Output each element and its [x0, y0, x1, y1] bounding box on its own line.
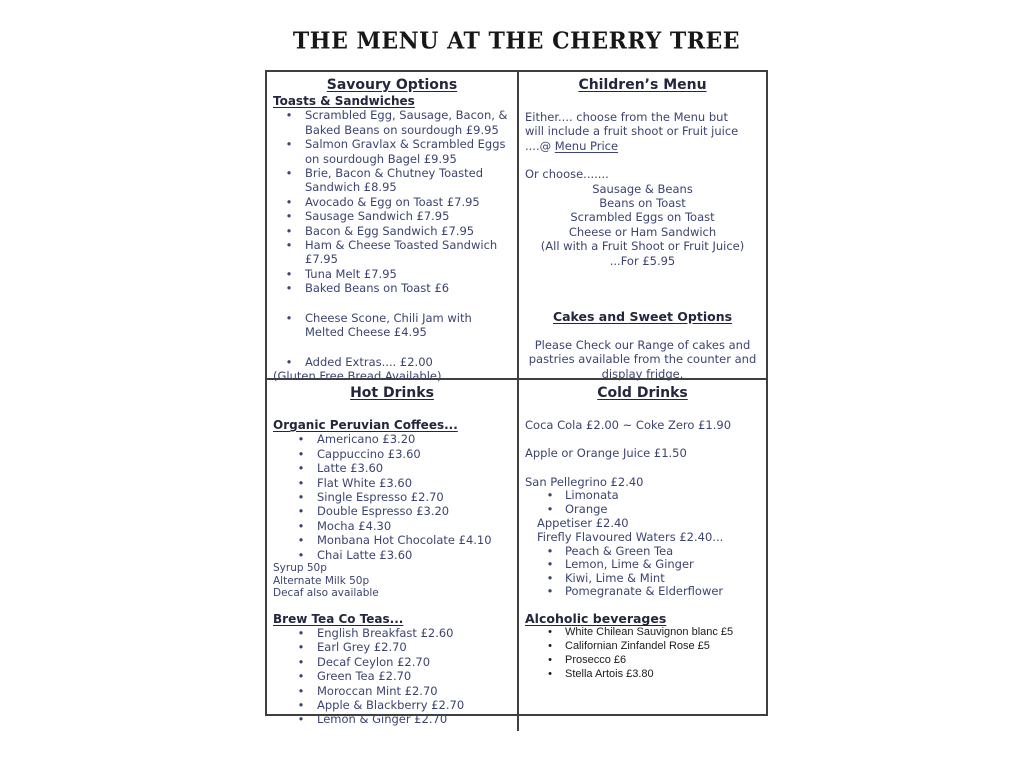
menu-item [273, 669, 511, 683]
coffee-item-list [273, 432, 511, 562]
menu-item-text: Chai Latte £3.60 [317, 547, 413, 562]
menu-item [525, 503, 760, 516]
menu-item-text: White Chilean Sauvignon blanc £5 [565, 626, 734, 639]
san-pellegrino-flavours [525, 489, 760, 516]
menu-item-text: Kiwi, Lime & Mint [565, 570, 665, 585]
bullet-icon: • [297, 461, 305, 476]
note-line: Decaf also available [273, 587, 379, 600]
menu-item [273, 533, 511, 547]
section-cold-drinks [519, 380, 766, 731]
menu-item-text: Double Espresso £3.20 [317, 504, 450, 519]
appetiser-line: Appetiser £2.40 [537, 516, 629, 531]
section-heading: Children’s Menu [578, 77, 707, 93]
menu-item [525, 654, 760, 668]
menu-item-text: Salmon Gravlax & Scrambled Eggs on sourdough Bagel £9.95 [305, 137, 506, 166]
or-choose-line: Or choose....... [525, 167, 609, 182]
bullet-icon: • [297, 547, 305, 562]
set-menu-item: Sausage & Beans [592, 181, 693, 196]
menu-item-text: Limonata [565, 488, 619, 503]
bullet-icon: • [297, 698, 305, 712]
menu-item-text: Peach & Green Tea [565, 543, 674, 558]
menu-item [525, 489, 760, 502]
bullet-icon: • [297, 518, 305, 533]
menu-item [273, 224, 511, 238]
bullet-icon: • [546, 488, 554, 503]
menu-item [273, 311, 511, 340]
menu-item-text: Scrambled Egg, Sausage, Bacon, & Baked Beans on sourdough £9.95 [305, 108, 508, 137]
bullet-icon: • [297, 475, 305, 490]
menu-item-text: Sausage Sandwich £7.95 [305, 209, 450, 224]
bullet-icon: • [285, 137, 293, 152]
bullet-icon: • [285, 194, 293, 209]
cakes-heading: Cakes and Sweet Options [552, 309, 733, 325]
bullet-icon: • [285, 223, 293, 238]
menu-item-text: Single Espresso £2.70 [317, 490, 444, 505]
children-set-menu [525, 182, 760, 268]
bullet-icon: • [297, 625, 305, 640]
section-hot-drinks [267, 380, 519, 731]
menu-item-text: Moroccan Mint £2.70 [317, 683, 438, 698]
menu-table [265, 70, 768, 727]
children-intro [525, 110, 760, 153]
bullet-icon: • [297, 669, 305, 684]
menu-item-text: Baked Beans on Toast £6 [305, 281, 450, 296]
bullet-icon: • [548, 626, 552, 639]
bullet-icon: • [297, 504, 305, 519]
section-heading: Hot Drinks [350, 385, 434, 401]
menu-item [273, 684, 511, 698]
bullet-icon: • [297, 683, 305, 698]
firefly-line: Firefly Flavoured Waters £2.40... [537, 530, 724, 545]
menu-item [273, 108, 511, 137]
menu-item [273, 698, 511, 712]
bullet-icon: • [285, 354, 293, 369]
menu-item [273, 137, 511, 166]
menu-item [525, 640, 760, 654]
bullet-icon: • [285, 108, 293, 123]
section-childrens-menu [519, 72, 766, 380]
menu-item-text: Avocado & Egg on Toast £7.95 [305, 194, 480, 209]
menu-item [273, 281, 511, 295]
menu-item [273, 490, 511, 504]
tea-item-list [273, 626, 511, 727]
set-menu-item: Cheese or Ham Sandwich [568, 224, 717, 239]
menu-item [273, 504, 511, 518]
coffee-notes [273, 562, 511, 600]
bullet-icon: • [548, 653, 552, 666]
menu-item [273, 355, 511, 369]
menu-item-text: Monbana Hot Chocolate £4.10 [317, 533, 492, 548]
menu-item-text: Green Tea £2.70 [317, 669, 412, 684]
bullet-icon: • [548, 640, 552, 653]
bullet-icon: • [546, 501, 554, 516]
alcohol-heading: Alcoholic beverages [525, 611, 667, 627]
menu-item-text: Tuna Melt £7.95 [305, 266, 397, 281]
page-title: THE MENU AT THE CHERRY TREE [292, 26, 741, 56]
menu-item-text: Mocha £4.30 [317, 518, 392, 533]
menu-item [525, 558, 760, 571]
menu-item-text: Flat White £3.60 [317, 475, 413, 490]
menu-item-text: Brie, Bacon & Chutney Toasted Sandwich £8.95 [305, 166, 484, 195]
menu-item [273, 447, 511, 461]
bullet-icon: • [297, 490, 305, 505]
alcohol-item-list [525, 626, 760, 681]
intro-line: will include a fruit shoot or Fruit juice [525, 124, 739, 139]
menu-item-text: Bacon & Egg Sandwich £7.95 [305, 223, 475, 238]
menu-item [273, 209, 511, 223]
alcohol-section [525, 612, 760, 681]
set-menu-item: Beans on Toast [599, 196, 686, 211]
menu-item [273, 238, 511, 267]
note-line: Alternate Milk 50p [273, 574, 370, 587]
menu-item-text: Apple & Blackberry £2.70 [317, 698, 465, 712]
bullet-icon: • [546, 584, 554, 599]
juice-line: Apple or Orange Juice £1.50 [525, 446, 687, 461]
menu-item-text: Ham & Cheese Toasted Sandwich £7.95 [305, 238, 498, 267]
menu-item [525, 626, 760, 640]
set-menu-item: (All with a Fruit Shoot or Fruit Juice) [540, 239, 745, 254]
intro-prefix: ....@ [525, 138, 555, 153]
bullet-icon: • [285, 266, 293, 281]
menu-item [525, 545, 760, 558]
gluten-free-note: (Gluten Free Bread Available) [273, 368, 442, 383]
bullet-icon: • [285, 166, 293, 181]
menu-item-text: Prosecco £6 [565, 653, 627, 666]
bullet-icon: • [297, 533, 305, 548]
menu-item [273, 432, 511, 446]
bullet-icon: • [297, 640, 305, 655]
set-menu-item: ...For £5.95 [609, 253, 676, 268]
intro-line [525, 139, 760, 153]
bullet-icon: • [297, 432, 305, 447]
menu-item-text: Lemon, Lime & Ginger [565, 557, 694, 572]
bullet-icon: • [546, 557, 554, 572]
menu-item [525, 572, 760, 585]
menu-item-text: Cheese Scone, Chili Jam with Melted Cheese £4.95 [305, 310, 472, 340]
san-pellegrino-line: San Pellegrino £2.40 [525, 474, 644, 489]
menu-item [525, 585, 760, 598]
menu-item [273, 640, 511, 654]
menu-item [273, 626, 511, 640]
bullet-icon: • [297, 446, 305, 461]
bullet-icon: • [285, 281, 293, 296]
firefly-flavours [525, 545, 760, 599]
savoury-item-list [273, 108, 511, 369]
bullet-icon: • [285, 209, 293, 224]
menu-item-text: Lemon & Ginger £2.70 [317, 712, 448, 727]
cola-line: Coca Cola £2.00 ~ Coke Zero £1.90 [525, 418, 732, 432]
menu-item-text: Added Extras.... £2.00 [305, 354, 433, 369]
menu-item [273, 267, 511, 281]
menu-item-text: Stella Artois £3.80 [565, 667, 654, 680]
tea-heading: Brew Tea Co Teas... [273, 611, 404, 626]
note-line: Syrup 50p [273, 562, 327, 575]
menu-item [273, 476, 511, 490]
cakes-text: Please Check our Range of cakes and pastries available from the counter and display fridge. [528, 338, 757, 381]
menu-item-text: Americano £3.20 [317, 432, 416, 447]
menu-price-link-text: Menu Price [554, 138, 619, 153]
menu-item-text: Californian Zinfandel Rose £5 [565, 640, 710, 653]
section-heading: Savoury Options [326, 77, 458, 93]
menu-item-text: Orange [565, 501, 608, 516]
menu-item-text: Cappuccino £3.60 [317, 446, 421, 461]
bullet-icon: • [285, 238, 293, 253]
menu-item-text: Decaf Ceylon £2.70 [317, 654, 431, 669]
bullet-icon: • [297, 712, 305, 727]
menu-item-text: English Breakfast £2.60 [317, 625, 454, 640]
menu-item [273, 655, 511, 669]
bullet-icon: • [297, 654, 305, 669]
bullet-icon: • [548, 667, 552, 680]
coffee-heading: Organic Peruvian Coffees... [273, 418, 458, 432]
menu-item-text: Earl Grey £2.70 [317, 640, 407, 655]
section-heading: Cold Drinks [597, 385, 688, 401]
menu-item [273, 712, 511, 726]
menu-item [273, 548, 511, 562]
subsection-heading: Toasts & Sandwiches [273, 94, 415, 108]
set-menu-item: Scrambled Eggs on Toast [570, 210, 715, 225]
section-savoury-options [267, 72, 519, 383]
intro-line: Either.... choose from the Menu but [525, 110, 728, 124]
menu-item [525, 668, 760, 682]
menu-item [273, 166, 511, 195]
menu-item [273, 461, 511, 475]
menu-item [273, 519, 511, 533]
menu-item [273, 195, 511, 209]
menu-item-text: Pomegranate & Elderflower [565, 584, 724, 599]
bullet-icon: • [285, 310, 293, 325]
bullet-icon: • [546, 543, 554, 558]
bullet-icon: • [546, 570, 554, 585]
menu-item-text: Latte £3.60 [317, 461, 384, 476]
